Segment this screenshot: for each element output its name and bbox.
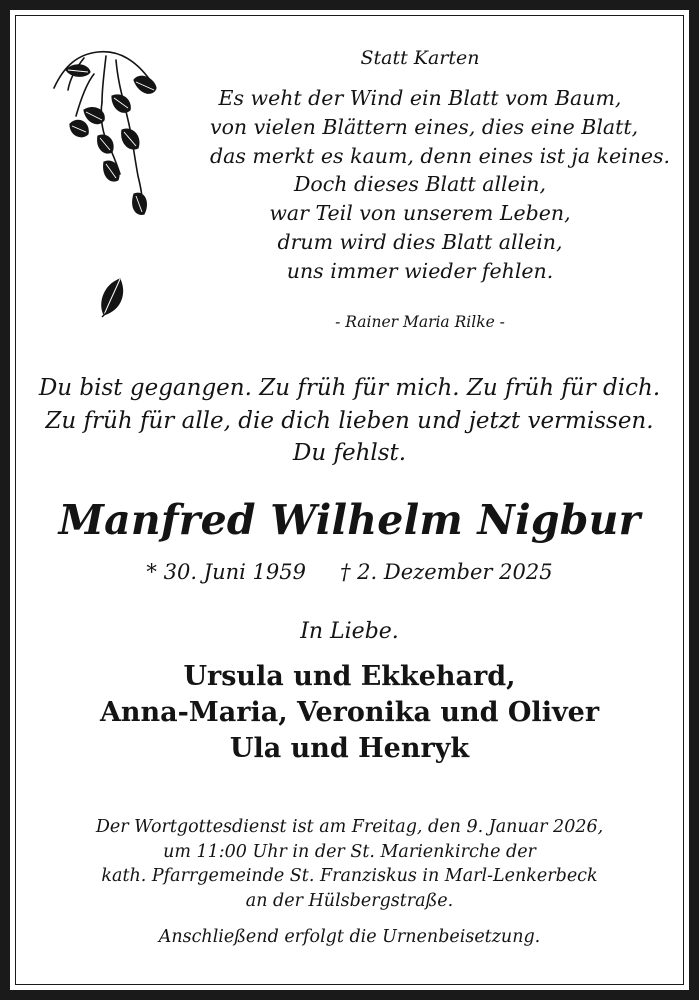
lament-line: Du bist gegangen. Zu früh für mich. Zu früh für dich. [38,375,661,401]
birth-date: * 30. Juni 1959 [146,560,306,584]
poem-author: - Rainer Maria Rilke - [335,313,505,331]
poem-line: von vielen Blättern eines, dies eine Blatt, [210,114,639,139]
poem-line: war Teil von unserem Leben, [269,201,571,226]
statt-karten-header: Statt Karten [360,47,480,69]
burial-note: Anschließend erfolgt die Urnenbeisetzung. [158,927,541,947]
life-dates [0,560,699,584]
death-date: † 2. Dezember 2025 [339,560,553,584]
service-line: Der Wortgottesdienst ist am Freitag, den 9. Januar 2026, [95,817,604,837]
family-names [0,659,699,767]
poem [210,84,671,286]
falling-leaf-icon [96,275,128,319]
service-line: um 11:00 Uhr in der St. Marienkirche der [163,841,536,862]
poem-line: Es weht der Wind ein Blatt vom Baum, [218,86,622,110]
family-line: Ula und Henryk [229,733,470,764]
lament-line: Zu früh für alle, die dich lieben und jetzt vermissen. [45,407,654,434]
service-info [0,815,699,913]
birch-branch-icon [46,44,176,229]
family-line: Ursula und Ekkehard, [183,661,516,692]
in-love-line: In Liebe. [300,619,399,644]
service-line: kath. Pfarrgemeinde St. Franziskus in Marl-Lenkerbeck [101,866,598,886]
poem-line: das merkt es kaum, denn eines ist ja keines. [210,143,671,168]
poem-line: uns immer wieder fehlen. [286,258,554,283]
lament-text [0,372,699,470]
service-line: an der Hülsbergstraße. [245,890,454,911]
poem-line: Doch dieses Blatt allein, [293,172,547,197]
poem-line: drum wird dies Blatt allein, [277,229,563,254]
family-line: Anna-Maria, Veronika und Oliver [99,697,600,728]
deceased-name: Manfred Wilhelm Nigbur [58,496,641,544]
lament-line: Du fehlst. [292,440,407,466]
